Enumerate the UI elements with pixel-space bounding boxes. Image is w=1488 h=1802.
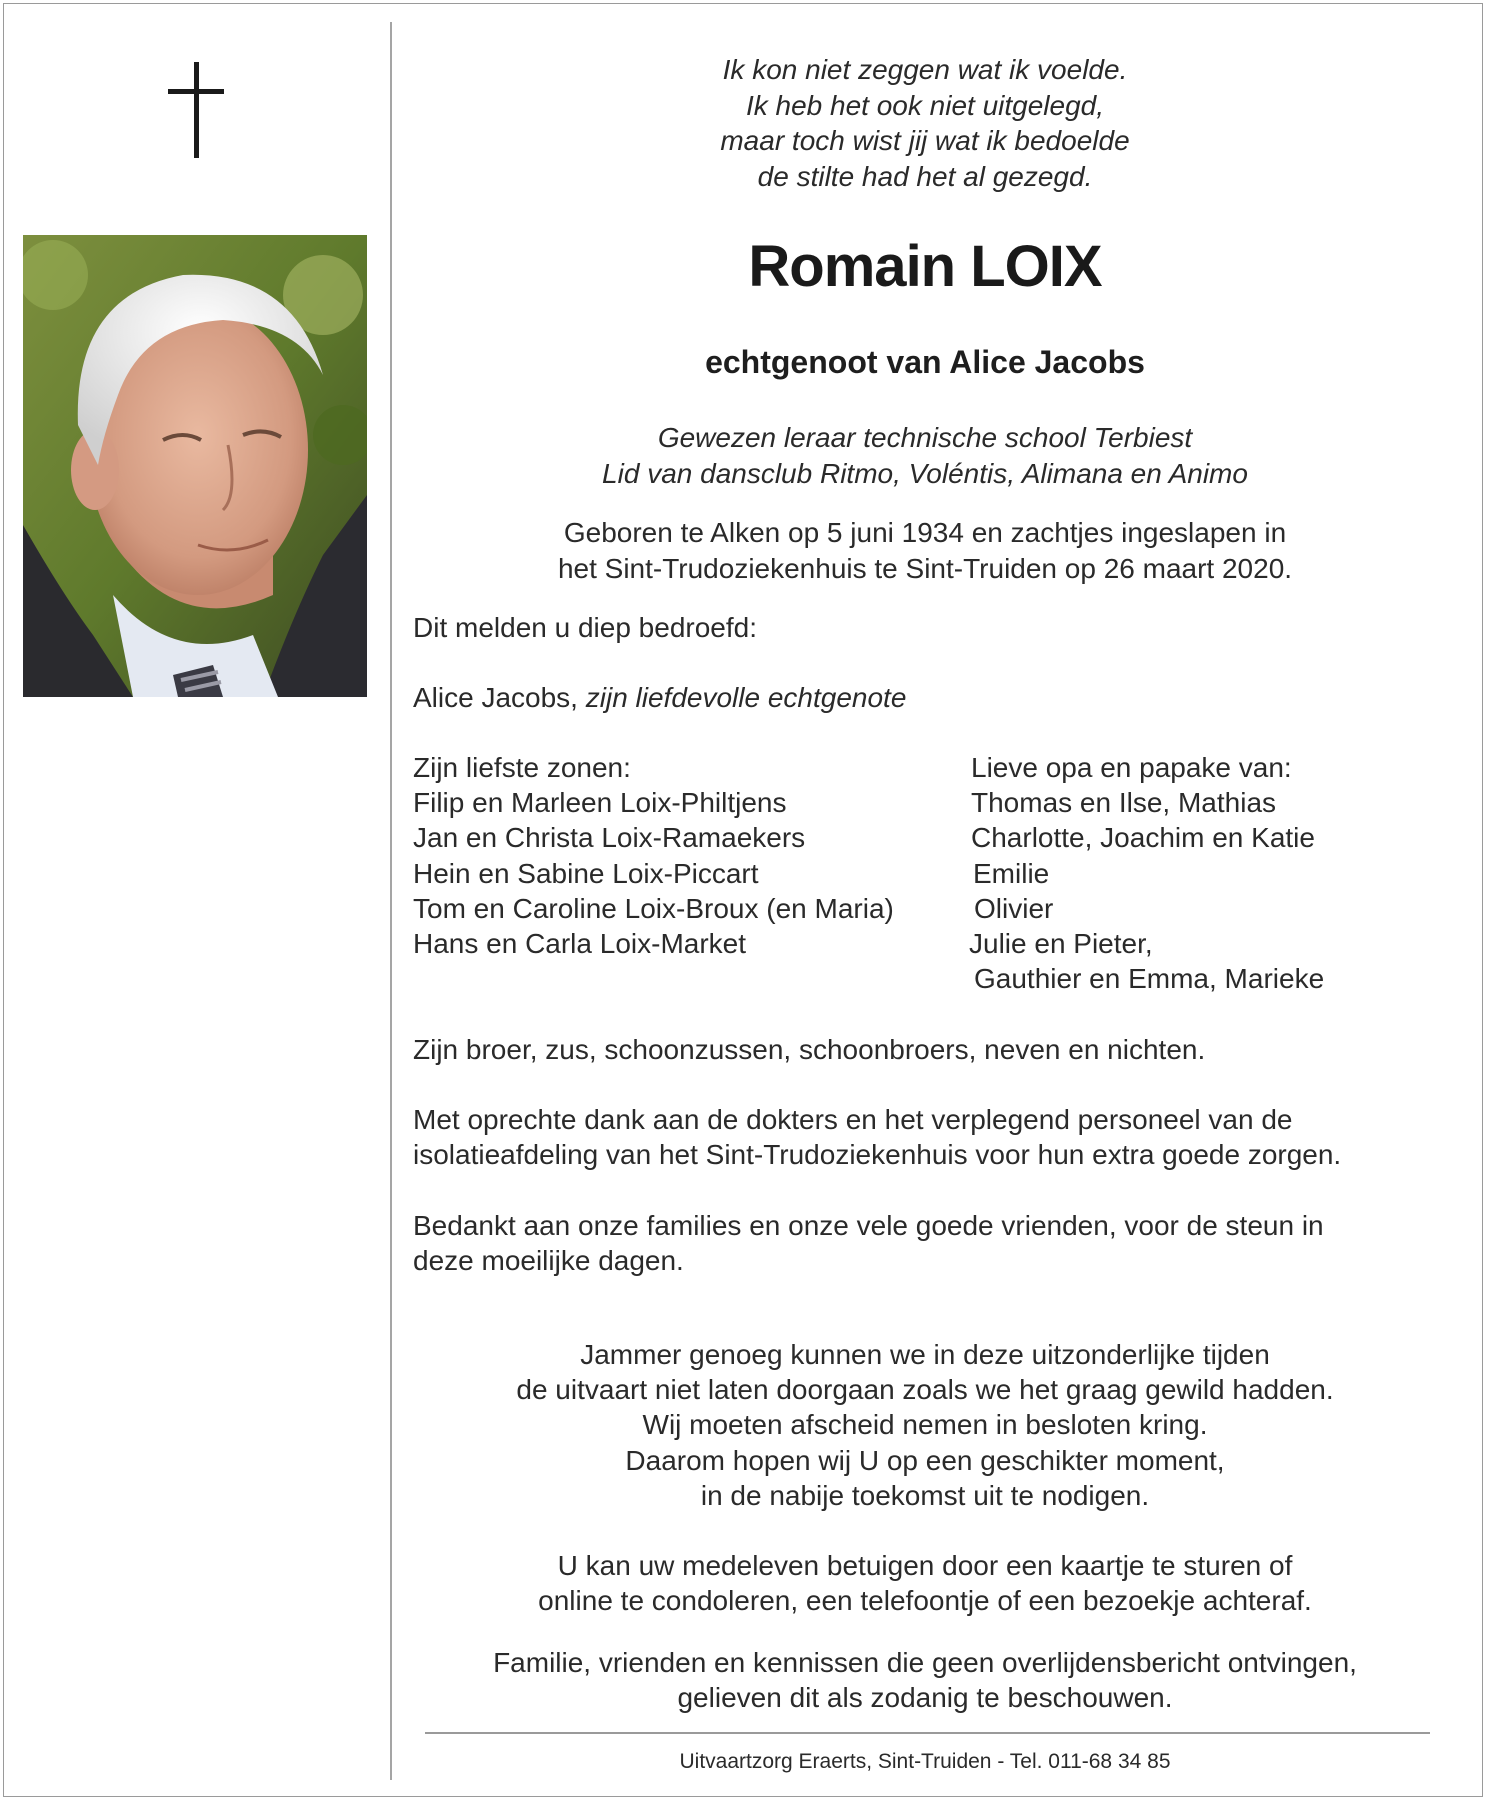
role-line: Lid van dansclub Ritmo, Voléntis, Alimana en Animo bbox=[602, 457, 1248, 489]
notice-line: gelieven dit als zodanig te beschouwen. bbox=[677, 1682, 1173, 1714]
birth-death-info bbox=[412, 515, 1438, 587]
grandchildren-list bbox=[971, 750, 1324, 996]
cross-icon bbox=[168, 62, 224, 158]
list-item: Filip en Marleen Loix-Philtjens bbox=[413, 787, 787, 819]
list-item: Emilie bbox=[973, 857, 1050, 889]
spouse-line: echtgenoot van Alice Jacobs bbox=[705, 344, 1145, 380]
list-item: Olivier bbox=[974, 892, 1054, 924]
widow-name: Alice Jacobs, bbox=[413, 682, 578, 713]
extended-family: Zijn broer, zus, schoonzussen, schoonbroers, neven en nichten. bbox=[413, 1034, 1206, 1065]
widow-line bbox=[413, 680, 906, 715]
poem-line: maar toch wist jij wat ik bedoelde bbox=[720, 125, 1130, 156]
ceremony-line: Jammer genoeg kunnen we in deze uitzonderlijke tijden bbox=[580, 1339, 1270, 1370]
vertical-divider bbox=[390, 22, 392, 1780]
ceremony-line: de uitvaart niet laten doorgaan zoals we het graag gewild hadden. bbox=[516, 1374, 1334, 1406]
thanks-line: Met oprechte dank aan de dokters en het verplegend personeel van de bbox=[413, 1104, 1293, 1135]
condolence-line: online te condoleren, een telefoontje of een bezoekje achteraf. bbox=[538, 1585, 1312, 1617]
thanks-line: deze moeilijke dagen. bbox=[413, 1245, 684, 1277]
list-item: Hein en Sabine Loix-Piccart bbox=[413, 857, 759, 889]
roles bbox=[412, 420, 1438, 491]
deceased-name: Romain LOIX bbox=[748, 234, 1102, 299]
notice-line: Familie, vrienden en kennissen die geen overlijdensbericht ontvingen, bbox=[493, 1647, 1357, 1678]
mourners-intro: Dit melden u diep bedroefd: bbox=[413, 612, 757, 643]
list-item: Hans en Carla Loix-Market bbox=[413, 928, 747, 960]
poem-line: de stilte had het al gezegd. bbox=[757, 160, 1093, 192]
ceremony-line: Daarom hopen wij U op een geschikter moment, bbox=[625, 1444, 1225, 1476]
widow-description: zijn liefdevolle echtgenote bbox=[585, 682, 907, 713]
funeral-home-footer: Uitvaartzorg Eraerts, Sint-Truiden - Tel. 011-68 34 85 bbox=[679, 1750, 1171, 1773]
thanks-line: isolatieafdeling van het Sint-Trudoziekenhuis voor hun extra goede zorgen. bbox=[413, 1139, 1342, 1171]
list-item: Charlotte, Joachim en Katie bbox=[971, 822, 1315, 854]
list-item: Julie en Pieter, bbox=[969, 928, 1153, 960]
thanks-line: Bedankt aan onze families en onze vele goede vrienden, voor de steun in bbox=[413, 1210, 1324, 1241]
grandchildren-heading: Lieve opa en papake van: bbox=[971, 752, 1292, 783]
sons-heading: Zijn liefste zonen: bbox=[413, 752, 631, 783]
footer-divider bbox=[425, 1732, 1430, 1734]
ceremony-line: in de nabije toekomst uit te nodigen. bbox=[700, 1479, 1150, 1511]
notice-text bbox=[412, 1645, 1438, 1715]
poem-line: Ik heb het ook niet uitgelegd, bbox=[745, 89, 1105, 121]
birth-death-line: het Sint-Trudoziekenhuis te Sint-Truiden op 26 maart 2020. bbox=[557, 553, 1293, 584]
ceremony-line: Wij moeten afscheid nemen in besloten kring. bbox=[642, 1409, 1208, 1441]
ceremony-notice bbox=[412, 1337, 1438, 1513]
poem bbox=[412, 52, 1438, 194]
condolence-info bbox=[412, 1548, 1438, 1618]
list-item: Thomas en Ilse, Mathias bbox=[971, 787, 1277, 819]
sons-list bbox=[413, 750, 894, 961]
list-item: Jan en Christa Loix-Ramaekers bbox=[413, 822, 806, 854]
thanks-hospital bbox=[413, 1102, 1341, 1172]
birth-death-line: Geboren te Alken op 5 juni 1934 en zachtjes ingeslapen in bbox=[563, 517, 1287, 548]
thanks-friends bbox=[413, 1208, 1324, 1278]
role-line: Gewezen leraar technische school Terbiest bbox=[657, 422, 1193, 453]
poem-line: Ik kon niet zeggen wat ik voelde. bbox=[722, 54, 1128, 85]
portrait-photo bbox=[23, 235, 367, 697]
list-item: Gauthier en Emma, Marieke bbox=[974, 963, 1325, 995]
condolence-line: U kan uw medeleven betuigen door een kaartje te sturen of bbox=[557, 1550, 1293, 1581]
list-item: Tom en Caroline Loix-Broux (en Maria) bbox=[413, 892, 894, 924]
